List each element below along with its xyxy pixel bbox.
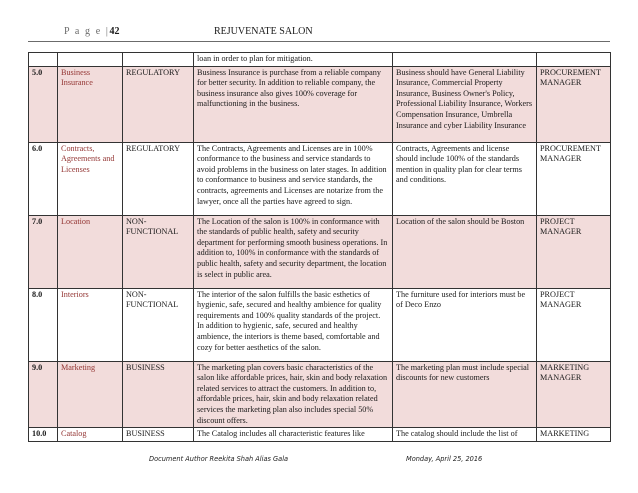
row-number: 9.0 xyxy=(29,361,58,428)
requirement-owner: PROJECT MANAGER xyxy=(537,288,611,361)
table-row xyxy=(29,66,611,142)
requirement-description: The marketing plan covers basic characteristics of the salon like affordable prices, hair, skin and body relaxation related services to attract the customers. In addition to, affordable prices, hair, skin and body relaxation related services the marketing plan also includes special 50% discount offers. xyxy=(194,361,393,428)
requirement-type: NON-FUNCTIONAL xyxy=(123,215,194,288)
table-row xyxy=(29,288,611,361)
acceptance-criteria: Business should have General Liability Insurance, Commercial Property Insurance, Business Owner's Policy, Professional Liability Insurance, Workers Compensation Insurance, Umbrella Insurance and cyber Liability Insurance xyxy=(393,66,537,142)
requirement-description: The interior of the salon fulfills the basic esthetics of hygienic, safe, secured and healthy ambience for quality requirements and 100% quality standards of the project. In addition to hygienic, safe, secured and healthy ambience, the interiors is theme based, comfortable and cozy for better aesthetics of the salon. xyxy=(194,288,393,361)
acceptance-criteria: Contracts, Agreements and license should include 100% of the standards mention in quality plan for clear terms and conditions. xyxy=(393,142,537,215)
page-header xyxy=(64,26,584,40)
requirement-owner: PROCUREMENT MANAGER xyxy=(537,66,611,142)
row-number: 5.0 xyxy=(29,66,58,142)
table-row xyxy=(29,142,611,215)
requirement-owner: MARKETING xyxy=(537,428,611,442)
requirement-name: Location xyxy=(58,215,123,288)
page-number: 42 xyxy=(109,26,120,37)
continuation-cell: loan in order to plan for mitigation. xyxy=(194,53,393,67)
acceptance-criteria: The marketing plan must include special discounts for new customers xyxy=(393,361,537,428)
row-number: 8.0 xyxy=(29,288,58,361)
requirement-type: NON-FUNCTIONAL xyxy=(123,288,194,361)
requirement-description: The Contracts, Agreements and Licenses are in 100% conformance to the business and service standards to avoid problems in the business on later stages. In addition to conformance to business and service standards, the contracts, agreements and Licenses are notarize from the lawyer, once all the parties have agreed to sign. xyxy=(194,142,393,215)
requirement-type: REGULATORY xyxy=(123,142,194,215)
row-number: 10.0 xyxy=(29,428,58,442)
requirement-owner: PROCUREMENT MANAGER xyxy=(537,142,611,215)
requirement-owner: PROJECT MANAGER xyxy=(537,215,611,288)
table-row xyxy=(29,361,611,428)
document-title: REJUVENATE SALON xyxy=(214,26,313,37)
acceptance-criteria: The catalog should include the list of xyxy=(393,428,537,442)
requirements-table xyxy=(28,52,611,442)
acceptance-criteria: Location of the salon should be Boston xyxy=(393,215,537,288)
header-rule xyxy=(28,41,610,42)
requirement-name: Contracts, Agreements and Licenses xyxy=(58,142,123,215)
continuation-row xyxy=(29,53,611,67)
row-number: 7.0 xyxy=(29,215,58,288)
requirement-name: Business Insurance xyxy=(58,66,123,142)
requirement-owner: MARKETING MANAGER xyxy=(537,361,611,428)
page-footer xyxy=(0,455,638,467)
requirement-description: Business Insurance is purchase from a reliable company for better security. In addition to reliable company, the business insurance also gives 100% coverage for malfunctioning in the business. xyxy=(194,66,393,142)
table-row xyxy=(29,215,611,288)
requirement-type: REGULATORY xyxy=(123,66,194,142)
requirement-name: Catalog xyxy=(58,428,123,442)
footer-date: Monday, April 25, 2016 xyxy=(406,455,483,463)
acceptance-criteria: The furniture used for interiors must be of Deco Enzo xyxy=(393,288,537,361)
requirement-type: BUSINESS xyxy=(123,428,194,442)
table-row xyxy=(29,428,611,442)
requirement-name: Interiors xyxy=(58,288,123,361)
page-number-label: P a g e |42 xyxy=(64,26,120,37)
requirement-description: The Catalog includes all characteristic features like xyxy=(194,428,393,442)
requirement-type: BUSINESS xyxy=(123,361,194,428)
requirement-name: Marketing xyxy=(58,361,123,428)
row-number: 6.0 xyxy=(29,142,58,215)
requirement-description: The Location of the salon is 100% in conformance with the standards of public health, safety and security department for performing smooth business operations. In addition to, 100% in conformance with the standards of public health, safety and security department, the location is select in public area. xyxy=(194,215,393,288)
footer-author: Document Author Reekita Shah Alias Gala xyxy=(149,455,289,463)
